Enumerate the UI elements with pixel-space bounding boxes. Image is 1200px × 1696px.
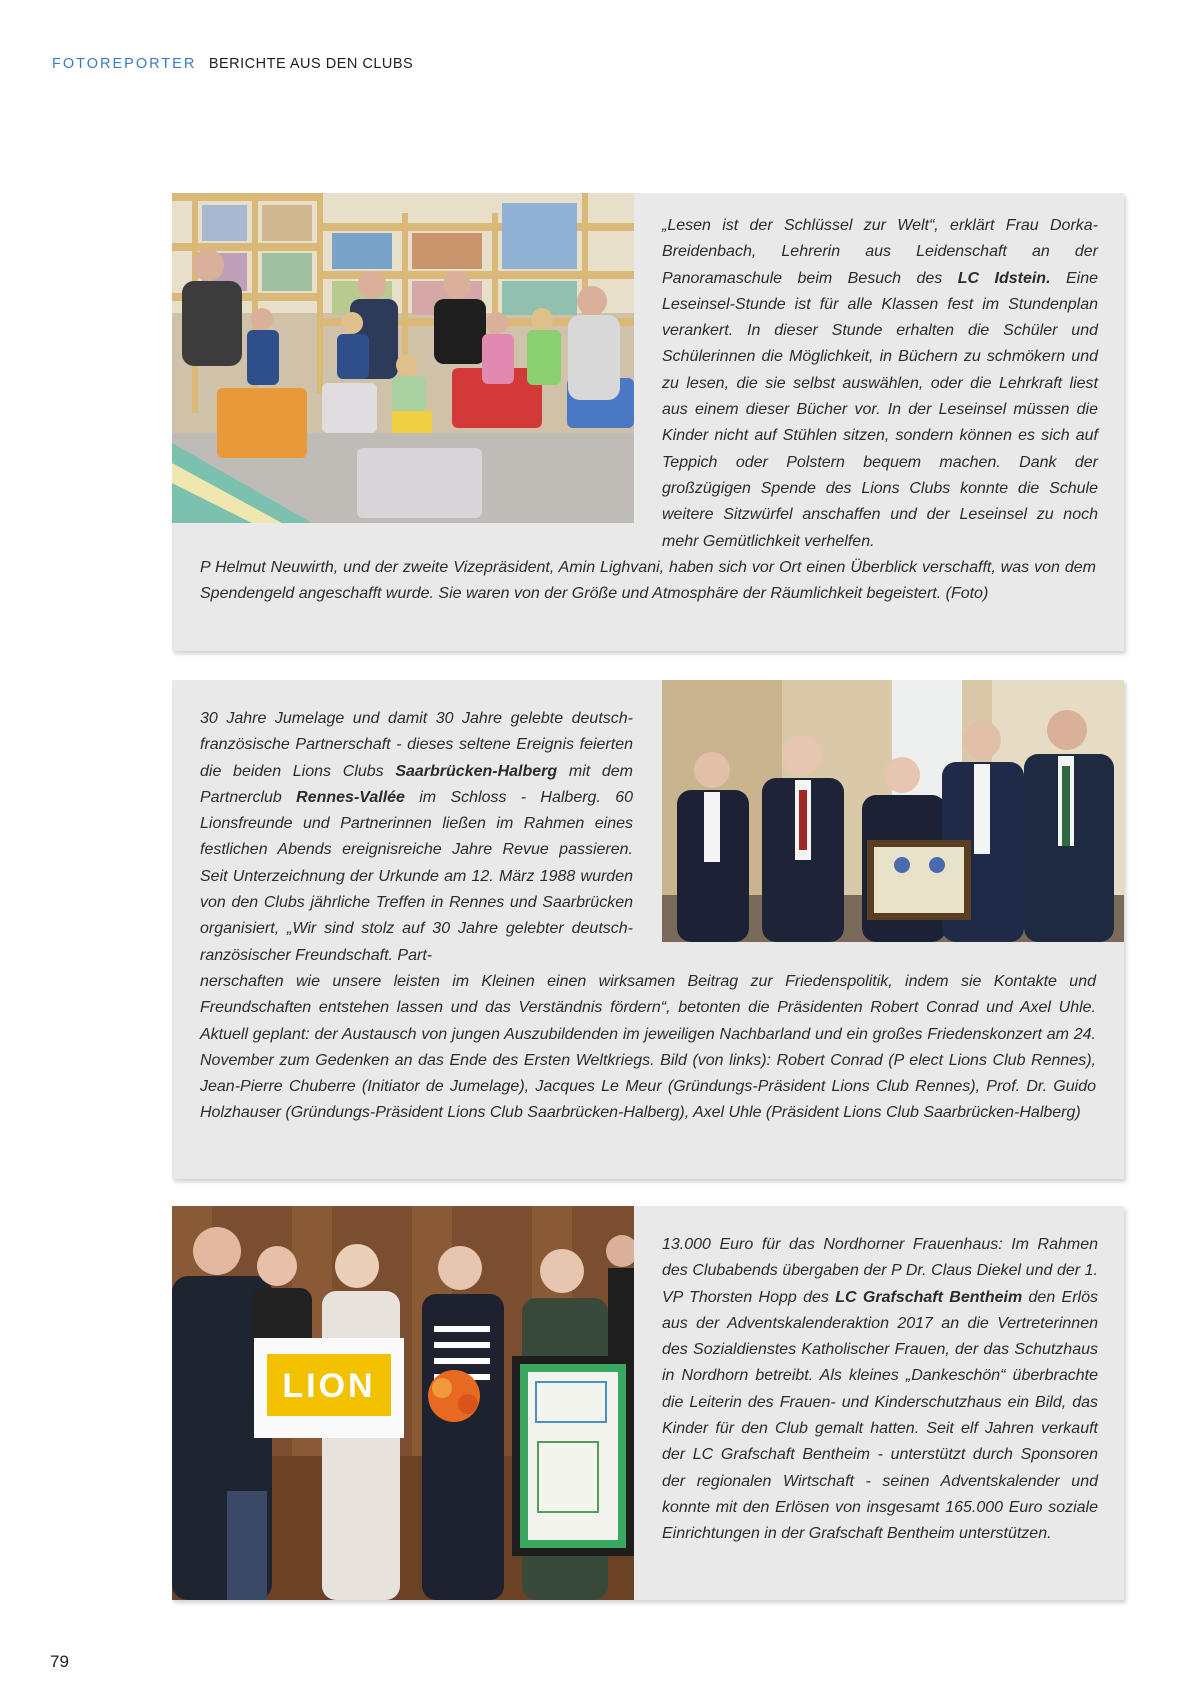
- article-2-text-top: 30 Jahre Jumelage und damit 30 Jahre gelebte deutsch-französische Partnerschaft - dieses seltene Ereignis feierten die beiden Lions Clubs Saarbrücken-Halberg mit dem Partnerclub Rennes-Vallée im Schloss - Halberg. 60 Lionsfreunde und Partnerinnen ließen im Rahmen eines festlichen Abends ereignisreiche Jahre Revue passieren. Seit Unterzeichnung der Urkunde am 12. März 1988 wurden von den Clubs jährliche Treffen in Rennes und Saarbrücken organisiert, „Wir sind stolz auf 30 Jahre gelebter deutsch-ranzösischer Freundschaft. Part-: [200, 710, 634, 964]
- page-header: [52, 56, 413, 72]
- photo-jumelage-group: [662, 680, 1124, 942]
- photo-donation-handover: [172, 1206, 634, 1600]
- lion-sign-text: LION: [282, 1367, 376, 1405]
- club-name-rennes-vallee: Rennes-Vallée: [296, 788, 405, 806]
- article-3-text: 13.000 Euro für das Nordhorner Frauenhaus: Im Rahmen des Clubabends übergaben der P Dr. Claus Diekel und der 1. VP Thorsten Hopp des LC Grafschaft Bentheim den Erlös aus der Adventskalenderaktion 2017 an die Vertreterinnen des Sozialdienstes Katholischer Frauen, der das Schutzhaus in Nordhorn betreibt. Als kleines „Dankeschön“ überbrachte die Leiterin des Frauen- und Kinderschutzhaus ein Bild, das Kinder für den Club gemalt hatten. Seit elf Jahren verkauft der LC Grafschaft Bentheim - unterstützt durch Sponsoren der regionalen Wirtschaft - seinen Adventskalender und konnte mit den Erlösen von insgesamt 165.000 Euro soziale Einrichtungen in der Grafschaft Bentheim unterstützen.: [662, 1236, 1098, 1543]
- section-label: FOTOREPORTER: [52, 56, 197, 72]
- article-1-text-bottom: P Helmut Neuwirth, und der zweite Vizepräsident, Amin Lighvani, haben sich vor Ort einen Überblick verschafft, was von dem Spendengeld angeschafft wurde. Sie waren von der Größe und Atmosphäre der Räumlichkeit begeistert. (Foto): [200, 559, 1096, 603]
- article-2-text-bottom: nerschaften wie unsere leisten im Kleinen einen wirksamen Beitrag zur Friedenspolitik, indem sie Kontakte und Freundschaften entstehen lassen und das Verständnis fördern“, betonten die Präsidenten Robert Conrad und Axel Uhle. Aktuell geplant: der Austausch von jungen Auszubildenden im jeweiligen Nachbarland und ein großes Friedenskonzert am 24. November zum Gedenken an das Ende des Ersten Weltkriegs. Bild (von links): Robert Conrad (P elect Lions Club Rennes), Jean-Pierre Chuberre (Initiator de Jumelage), Jacques Le Meur (Gründungs-Präsident Lions Club Rennes), Prof. Dr. Guido Holzhauser (Gründungs-Präsident Lions Club Saarbrücken-Halberg), Axel Uhle (Präsident Lions Club Saarbrücken-Halberg): [200, 973, 1096, 1122]
- article-panel-idstein: [172, 193, 1124, 651]
- section-subtitle: BERICHTE AUS DEN CLUBS: [208, 56, 414, 72]
- club-name-idstein: LC Idstein.: [957, 269, 1051, 287]
- club-name-grafschaft-bentheim: LC Grafschaft Bentheim: [835, 1288, 1023, 1306]
- article-1-text-top: „Lesen ist der Schlüssel zur Welt“, erklärt Frau Dorka-Breidenbach, Lehrerin aus Leidenschaft an der Panoramaschule beim Besuch des LC Idstein. Eine Leseinsel-Stunde ist für alle Klassen fest im Stundenplan verankert. In dieser Stunde erhalten die Schüler und Schülerinnen die Möglichkeit, in Büchern zu schmökern und zu lesen, die sie selbst auswählen, oder die Lehrkraft liest aus einem dieser Bücher vor. In der Leseinsel müssen die Kinder nicht auf Stühlen sitzen, sondern können es sich auf Teppich oder Polstern bequem machen. Dank der großzügigen Spende des Lions Clubs konnte die Schule weitere Sitzwürfel anschaffen und der Leseinsel zu noch mehr Gemütlichkeit verhelfen.: [662, 217, 1099, 550]
- article-panel-saarbruecken: [172, 680, 1124, 1179]
- club-name-saarbruecken-halberg: Saarbrücken-Halberg: [395, 762, 558, 780]
- article-panel-grafschaft-bentheim: [172, 1206, 1124, 1600]
- page-number: 79: [50, 1652, 69, 1671]
- photo-library-reading: [172, 193, 634, 523]
